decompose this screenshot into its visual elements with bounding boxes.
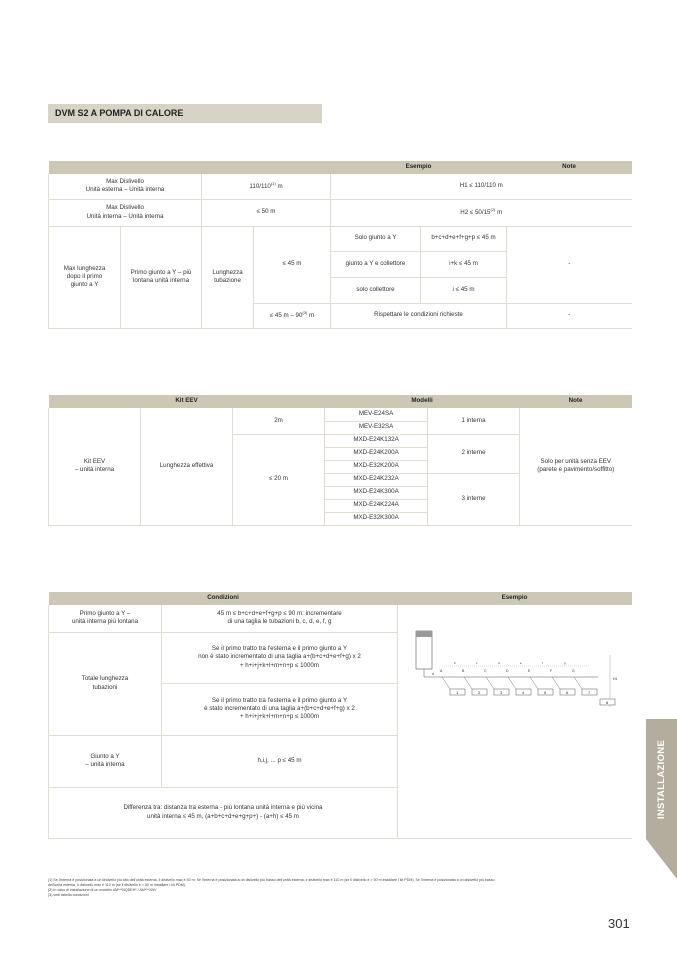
branch-pipe bbox=[530, 677, 538, 689]
indoor-unit-label: 7 bbox=[588, 689, 591, 695]
eev-note: Solo per unità senza EEV (parete e pavimento/soffitto) bbox=[520, 408, 632, 525]
joint-label: F bbox=[550, 669, 553, 673]
count-1-indoor: 1 interna bbox=[428, 408, 520, 434]
height-length-table bbox=[48, 161, 632, 329]
case-label: giunto a Y e collettore bbox=[331, 251, 421, 277]
indoor-unit-label: 8 bbox=[606, 699, 609, 705]
length-2m: 2m bbox=[233, 408, 325, 434]
cond-y-joint-label: Giunto a Y – unità interna bbox=[49, 735, 162, 787]
row-max-height-ext-int: Max Dislivello Unità esterna – Unità interna bbox=[49, 174, 202, 199]
section-title: DVM S2 A POMPA DI CALORE bbox=[48, 104, 322, 123]
table2-header-kit: Kit EEV bbox=[49, 395, 325, 408]
footnote-line: (1) Se l'interna è posizionata a un dislivello più alto dell'unità esterna, il dislivello max è 40 m; Se l'interna è posizionata a un dislivello più basso dell'unità esterna, il dislivello max è 110 m (se il dislivello è > 50 m installare i kit PDM), Se l'interna è posizionata a un dislivello più basso bbox=[48, 878, 495, 882]
table1-header-example: Esempio bbox=[331, 161, 507, 174]
branch-pipe bbox=[574, 677, 582, 689]
count-3-indoor: 3 interne bbox=[428, 473, 520, 525]
max-length-note: - bbox=[507, 226, 632, 303]
cond-difference-value: Differenza tra: distanza tra esterna - più lontana unità interna e più vicina unità interna ≤ 45 m, (a+b+c+d+e+g+p+) - (a+h) ≤ 45 m bbox=[49, 787, 398, 838]
table2-header-note: Note bbox=[520, 395, 632, 408]
eev-kit-table bbox=[48, 395, 632, 526]
eev-kit-label: Kit EEV – unità interna bbox=[49, 408, 141, 525]
cond-first-joint-value: 45 m ≤ b+c+d+e+f+g+p ≤ 90 m: incrementare di una taglia le tubazioni b, c, d, e, f, g bbox=[162, 605, 398, 632]
table2-header-models: Modelli bbox=[325, 395, 520, 408]
case-formula: b+c+d+e+f+g+p ≤ 45 m bbox=[421, 226, 507, 251]
joint-label: B bbox=[462, 669, 465, 673]
branch-pipe bbox=[464, 677, 472, 689]
extended-length-note: - bbox=[507, 303, 632, 328]
case-formula: i+k ≤ 45 m bbox=[421, 251, 507, 277]
effective-length-label: Lunghezza effettiva bbox=[141, 408, 233, 525]
branch-pipe bbox=[442, 677, 450, 689]
joint-label: D bbox=[506, 669, 509, 673]
max-height-int-int-example: $H2 \le 50/15^{(2)}$ m bbox=[331, 199, 632, 226]
top-letter: e bbox=[520, 661, 522, 665]
cond-total-length-label: Totale lunghezza tubazioni bbox=[49, 632, 162, 735]
section-side-tab bbox=[646, 719, 677, 879]
table1-header-note: Note bbox=[507, 161, 632, 174]
footnote-line: (3) vedi tabella condizioni bbox=[48, 892, 89, 897]
first-joint-farthest-label: Primo giunto a Y – più lontana unità interna bbox=[121, 226, 202, 328]
branch-pipe bbox=[486, 677, 494, 689]
top-letter: b bbox=[454, 661, 456, 665]
row-max-height-int-int: Max Dislivello Unità interna – Unità interna bbox=[49, 199, 202, 226]
page-number: 301 bbox=[608, 916, 630, 931]
indoor-unit-label: 1 bbox=[456, 689, 459, 695]
top-letter: g bbox=[564, 661, 566, 665]
indoor-unit-label: 4 bbox=[522, 689, 525, 695]
branch-pipe bbox=[508, 677, 516, 689]
model-cell: MXD-E24K132A bbox=[325, 434, 428, 447]
extended-length-limit: ≤ 45 m – 90$^{(3)}$ m bbox=[254, 303, 331, 328]
table3-header-conditions: Condizioni bbox=[49, 592, 398, 605]
pipe-label-a: a bbox=[432, 672, 434, 676]
pipe-length-label: Lunghezza tubazione bbox=[202, 226, 254, 328]
indoor-unit-label: 2 bbox=[478, 689, 481, 695]
cond-y-joint-value: h,i,j, ... p ≤ 45 m bbox=[162, 735, 398, 787]
top-letter: f bbox=[542, 661, 543, 665]
joint-label: A bbox=[440, 669, 443, 673]
case-label: solo collettore bbox=[331, 277, 421, 303]
model-cell: MXD-E24K300A bbox=[325, 486, 428, 499]
joint-label: E bbox=[528, 669, 531, 673]
table1-header-blank bbox=[49, 161, 331, 174]
row-max-length-label: Max lunghezza dopo il primo giunto a Y bbox=[49, 226, 121, 328]
case-formula: i ≤ 45 m bbox=[421, 277, 507, 303]
footnote-line: (2) In caso di installazione di un modello AM***NQDEH* / AM***XNV bbox=[48, 887, 157, 892]
model-cell: MXD-E24K224A bbox=[325, 499, 428, 512]
model-cell: MEV-E32SA bbox=[325, 421, 428, 434]
max-length-limit: ≤ 45 m bbox=[254, 226, 331, 303]
length-20m: ≤ 20 m bbox=[233, 434, 325, 525]
table3-header-example: Esempio bbox=[398, 592, 632, 605]
case-label: Solo giunto a Y bbox=[331, 226, 421, 251]
cond-first-joint-label: Primo giunto a Y – unità interna più lontana bbox=[49, 605, 162, 632]
height-label: H1 bbox=[613, 677, 618, 681]
cond-total-length-b: Se il primo tratto tra l'esterna e il primo giunto a Y è stato incrementato di una taglia a+(b+c+d+e+f+g) x 2 + h+i+j+k+l+m+n+p ≤ 1000m bbox=[162, 683, 398, 735]
max-height-ext-int-value: 110/110$^{(1)}$ m bbox=[202, 174, 331, 199]
extended-length-condition: Rispettare le condizioni richieste bbox=[331, 303, 507, 328]
joint-label: C bbox=[484, 669, 487, 673]
footnotes bbox=[48, 878, 618, 897]
footnote-line: dell'unità esterna, il dislivello max è 110 m (se il dislivello è > 50 m installare i kit PDM). bbox=[48, 882, 186, 887]
count-2-indoor: 2 interne bbox=[428, 434, 520, 473]
model-cell: MXD-E24K200A bbox=[325, 447, 428, 460]
indoor-unit-label: 6 bbox=[566, 689, 569, 695]
model-cell: MXD-E32K200A bbox=[325, 460, 428, 473]
max-height-int-int-value: ≤ 50 m bbox=[202, 199, 331, 226]
model-cell: MEV-E24SA bbox=[325, 408, 428, 421]
top-letter: c bbox=[476, 661, 478, 665]
cond-total-length-a: Se il primo tratto tra l'esterna e il primo giunto a Y non è stato incrementato di una taglia a+(b+c+d+e+f+g) x 2 + h+i+j+k+l+m+n+p ≤ 1000m bbox=[162, 632, 398, 683]
piping-example-diagram bbox=[402, 625, 622, 710]
top-letter: d bbox=[498, 661, 500, 665]
indoor-unit-label: 3 bbox=[500, 689, 503, 695]
joint-label: G bbox=[572, 669, 575, 673]
side-tab-label: INSTALLAZIONE bbox=[656, 739, 668, 819]
max-height-ext-int-example: H1 ≤ 110/110 m bbox=[331, 174, 632, 199]
branch-pipe bbox=[552, 677, 560, 689]
indoor-unit-label: 5 bbox=[544, 689, 547, 695]
model-cell: MXD-E32K300A bbox=[325, 512, 428, 525]
model-cell: MXD-E24K232A bbox=[325, 473, 428, 486]
